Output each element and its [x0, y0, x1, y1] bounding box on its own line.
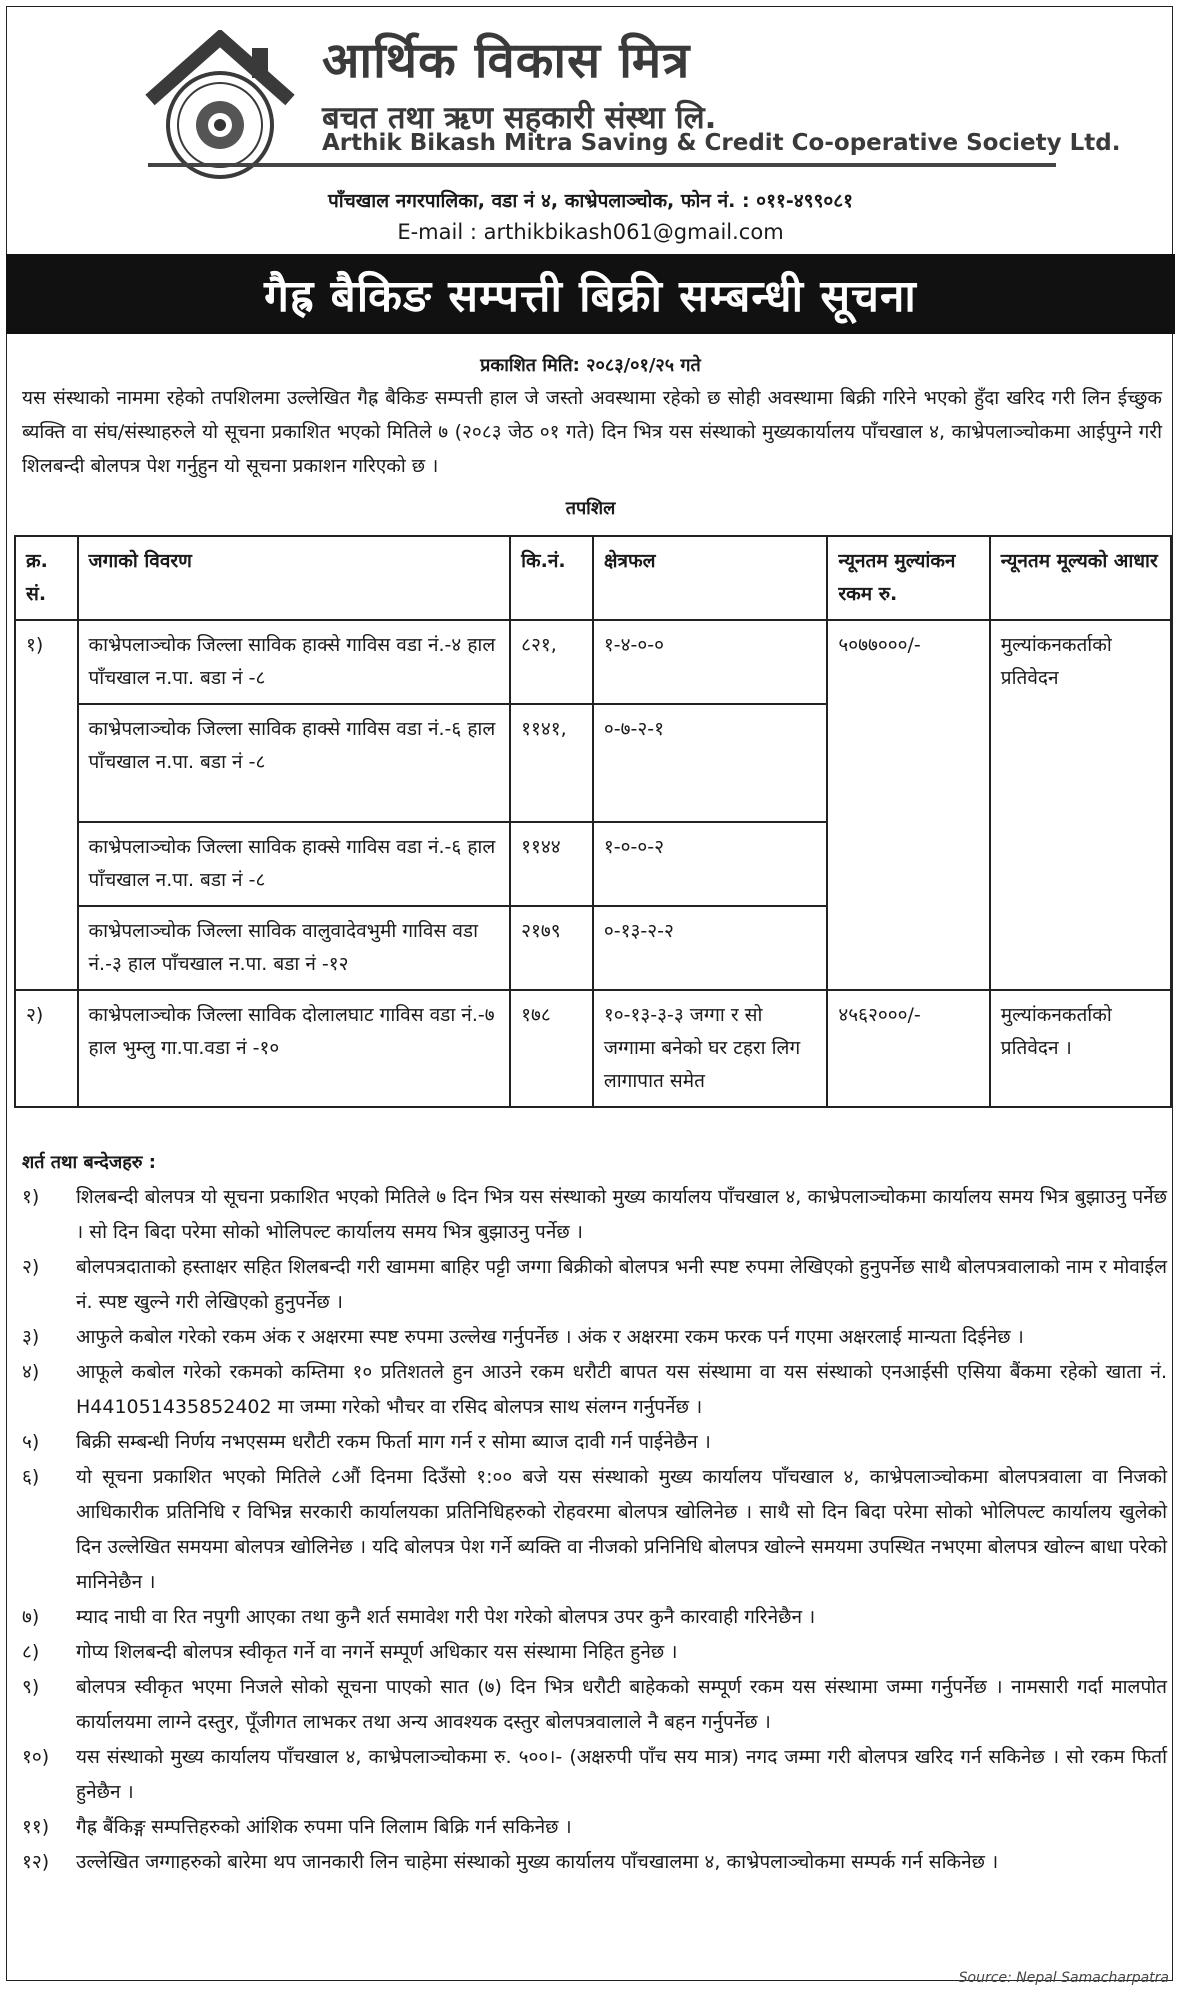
kitta-cell: ११४१,: [510, 704, 593, 822]
kitta-cell: १७८: [510, 990, 593, 1107]
condition-number: ८): [22, 1641, 40, 1663]
serial-cell: २): [15, 990, 78, 1107]
header-kitta-number: कि.नं.: [510, 536, 593, 620]
notice-title: गैह्र बैकिङ सम्पत्ती बिक्री सम्बन्धी सूचना: [264, 271, 917, 322]
area-cell: १०-१३-३-३ जग्गा र सो जग्गामा बनेको घर टहरा लिग लागापात समेत: [593, 990, 827, 1107]
schedule-heading: तपशिल: [565, 498, 616, 519]
description-cell: काभ्रेपलाञ्चोक जिल्ला साविक हाक्से गाविस वडा नं.-४ हाल पाँचखाल न.पा. बडा नं -८: [78, 620, 511, 704]
kitta-cell: ११४४: [510, 822, 593, 906]
amount-cell: ५०७७०००/-: [827, 620, 989, 990]
org-email: E-mail : arthikbikash061@gmail.com: [397, 220, 784, 244]
condition-number: २): [22, 1256, 40, 1278]
list-item: [22, 1320, 1167, 1355]
condition-text: गोप्य शिलबन्दी बोलपत्र स्वीकृत गर्ने वा नगर्ने सम्पूर्ण अधिकार यस संस्थामा निहित हुनेछ ।: [76, 1641, 678, 1663]
header-divider: [148, 163, 1056, 167]
list-item: [22, 1845, 1167, 1880]
basis-cell: मुल्यांकनकर्ताको प्रतिवेदन ।: [990, 990, 1171, 1107]
notice-intro: यस संस्थाको नाममा रहेको तपशिलमा उल्लेखित गैह्र बैकिङ सम्पत्ती हाल जे जस्तो अवस्थामा रहेको छ सोही अवस्थामा बिक्री गरिने भएको हुँदा खरिद गरी लिन ईच्छुक ब्यक्ति वा संघ/संस्थाहरुले यो सूचना प्रकाशित भएको मितिले ७ (२०८३ जेठ ०१ गते) दिन भित्र यस संस्थाको मुख्यकार्यालय पाँचखाल ४, काभ्रेपलाञ्चोकमा आईपुग्ने गरी शिलबन्दी बोलपत्र पेश गर्नुहुन यो सूचना प्रकाशन गरिएको छ ।: [22, 387, 1162, 477]
condition-text: बोलपत्रदाताको हस्ताक्षर सहित शिलबन्दी गरी खाममा बाहिर पट्टी जग्गा बिक्रीको बोलपत्र भनी स्पष्ट रुपमा लेखिएको हुनुपर्नेछ साथै बोलपत्रवालाको नाम र मोवाईल नं. स्पष्ट खुल्ने गरी लेखिएको हुनुपर्नेछ ।: [76, 1256, 1167, 1313]
condition-text: यो सूचना प्रकाशित भएको मितिले ८औं दिनमा दिउँसो १:०० बजे यस संस्थाको मुख्य कार्यालय पाँचखाल ४, काभ्रेपलाञ्चोकमा बोलपत्रवाला वा निजको आधिकारीक प्रतिनिधि र विभिन्न सरकारी कार्यालयका प्रतिनिधिहरुको रोहवरमा बोलपत्र खोलिनेछ । साथै सो दिन बिदा परेमा सोको भोलिपल्ट कार्यालय खुलेको दिन उल्लेखित समयमा बोलपत्र खोलिनेछ । यदि बोलपत्र पेश गर्ने ब्यक्ति वा नीजको प्रनिनिधि बोलपत्र खोल्ने समयमा उपस्थित नभएमा बोलपत्र खोल्न बाधा परेको मानिनेछैन ।: [76, 1466, 1167, 1593]
header-valuation-basis: न्यूनतम मूल्यको आधार: [990, 536, 1171, 620]
condition-number: ३): [22, 1326, 40, 1348]
basis-cell: मुल्यांकनकर्ताको प्रतिवेदन: [990, 620, 1171, 990]
org-name-nepali: आर्थिक विकास मित्र: [322, 32, 691, 89]
area-cell: १-४-०-०: [593, 620, 827, 704]
org-address: पाँचखाल नगरपालिका, वडा नं ४, काभ्रेपलाञ्चोक, फोन नं. : ०११-४९९०८१: [327, 190, 853, 212]
table-row: [15, 620, 1171, 704]
source-credit: Source: Nepal Samacharpatra: [958, 1970, 1169, 1986]
condition-text: उल्लेखित जग्गाहरुको बारेमा थप जानकारी लिन चाहेमा संस्थाको मुख्य कार्यालय पाँचखालमा ४, काभ्रेपलाञ्चोकमा सम्पर्क गर्न सकिनेछ ।: [76, 1851, 999, 1873]
notice-title-banner: [6, 254, 1175, 334]
property-table: [14, 535, 1172, 1108]
condition-number: ४): [22, 1361, 40, 1383]
list-item: [22, 1740, 1167, 1810]
area-cell: १-०-०-२: [593, 822, 827, 906]
condition-text: गैह्र बैंकिङ्ग सम्पत्तिहरुको आंशिक रुपमा पनि लिलाम बिक्रि गर्न सकिनेछ ।: [76, 1816, 572, 1838]
list-item: [22, 1635, 1167, 1670]
header-min-valuation: न्यूनतम मुल्यांकन रकम रु.: [827, 536, 989, 620]
condition-text: आफुले कबोल गरेको रकम अंक र अक्षरमा स्पष्ट रुपमा उल्लेख गर्नुपर्नेछ । अंक र अक्षरमा रकम फरक पर्न गएमा अक्षरलाई मान्यता दिईनेछ ।: [76, 1326, 1024, 1348]
list-item: [22, 1810, 1167, 1845]
condition-text: म्याद नाघी वा रित नपुगी आएका तथा कुनै शर्त समावेश गरी पेश गरेको बोलपत्र उपर कुनै कारवाही गरिनेछैन ।: [76, 1606, 816, 1628]
header-serial: क्र. सं.: [15, 536, 78, 620]
description-cell: काभ्रेपलाञ्चोक जिल्ला साविक दोलालघाट गाविस वडा नं.-७ हाल भुम्लु गा.पा.वडा नं -१०: [78, 990, 511, 1107]
table-row: [15, 990, 1171, 1107]
condition-number: १०): [22, 1746, 50, 1768]
condition-number: १२): [22, 1851, 50, 1873]
condition-number: ५): [22, 1431, 40, 1453]
area-cell: ०-७-२-१: [593, 704, 827, 822]
kitta-cell: ८२१,: [510, 620, 593, 704]
list-item: [22, 1460, 1167, 1600]
description-cell: काभ्रेपलाञ्चोक जिल्ला साविक हाक्से गाविस वडा नं.-६ हाल पाँचखाल न.पा. बडा नं -८: [78, 822, 511, 906]
condition-text: शिलबन्दी बोलपत्र यो सूचना प्रकाशित भएको मितिले ७ दिन भित्र यस संस्थाको मुख्य कार्यालय पाँचखाल ४, काभ्रेपलाञ्चोकमा कार्यालय समय भित्र बुझाउनु पर्नेछ । सो दिन बिदा परेमा सोको भोलिपल्ट कार्यालय समय भित्र बुझाउनु पर्नेछ ।: [76, 1186, 1167, 1243]
description-cell: काभ्रेपलाञ्चोक जिल्ला साविक हाक्से गाविस वडा नं.-६ हाल पाँचखाल न.पा. बडा नं -८: [78, 704, 511, 822]
condition-text: बोलपत्र स्वीकृत भएमा निजले सोको सूचना पाएको सात (७) दिन भित्र धरौटी बाहेकको सम्पूर्ण रकम यस संस्थामा जम्मा गर्नुपर्नेछ । नामसारी गर्दा मालपोत कार्यालयमा लाग्ने दस्तुर, पूँजीगत लाभकर तथा अन्य आवश्यक दस्तुर बोलपत्रवालाले नै बहन गर्नुपर्नेछ ।: [76, 1676, 1167, 1733]
condition-number: १): [22, 1186, 40, 1208]
kitta-cell: २१७९: [510, 906, 593, 990]
condition-text: यस संस्थाको मुख्य कार्यालय पाँचखाल ४, काभ्रेपलाञ्चोकमा रु. ५००।- (अक्षरुपी पाँच सय मात्र) नगद जम्मा गरी बोलपत्र खरिद गर्न सकिनेछ । सो रकम फिर्ता हुनेछैन ।: [76, 1746, 1167, 1803]
list-item: [22, 1250, 1167, 1320]
cooperative-logo-icon: [140, 30, 300, 180]
org-subtitle-nepali: बचत तथा ऋण सहकारी संस्था लि.: [322, 100, 717, 136]
list-item: [22, 1425, 1167, 1460]
condition-number: ११): [22, 1816, 50, 1838]
conditions-list: [22, 1180, 1167, 1880]
published-date: प्रकाशित मिति: २०८३/०१/२५ गते: [480, 355, 701, 376]
condition-text: आफूले कबोल गरेको रकमको कम्तिमा १० प्रतिशतले हुन आउने रकम धरौटी बापत यस संस्थामा वा यस संस्थाको एनआईसी एसिया बैंकमा रहेको खाता नं. H441051435852402 मा जम्मा गरेको भौचर वा रसिद बोलपत्र साथ संलग्न गर्नुपर्नेछ ।: [76, 1361, 1167, 1418]
header-area: क्षेत्रफल: [593, 536, 827, 620]
amount-cell: ४५६२०००/-: [827, 990, 989, 1107]
condition-number: ६): [22, 1466, 40, 1488]
org-name-english: Arthik Bikash Mitra Saving & Credit Co-operative Society Ltd.: [322, 130, 1121, 156]
condition-number: ९): [22, 1676, 40, 1698]
list-item: [22, 1670, 1167, 1740]
list-item: [22, 1355, 1167, 1425]
table-header-row: [15, 536, 1171, 620]
description-cell: काभ्रेपलाञ्चोक जिल्ला साविक वालुवादेवभुमी गाविस वडा नं.-३ हाल पाँचखाल न.पा. बडा नं -१२: [78, 906, 511, 990]
list-item: [22, 1180, 1167, 1250]
list-item: [22, 1600, 1167, 1635]
conditions-title: शर्त तथा बन्देजहरु :: [22, 1152, 156, 1173]
serial-cell: १): [15, 620, 78, 990]
condition-number: ७): [22, 1606, 40, 1628]
condition-text: बिक्री सम्बन्धी निर्णय नभएसम्म धरौटी रकम फिर्ता माग गर्न र सोमा ब्याज दावी गर्न पाईनेछैन ।: [76, 1431, 711, 1453]
area-cell: ०-१३-२-२: [593, 906, 827, 990]
header-land-description: जगाको विवरण: [78, 536, 511, 620]
